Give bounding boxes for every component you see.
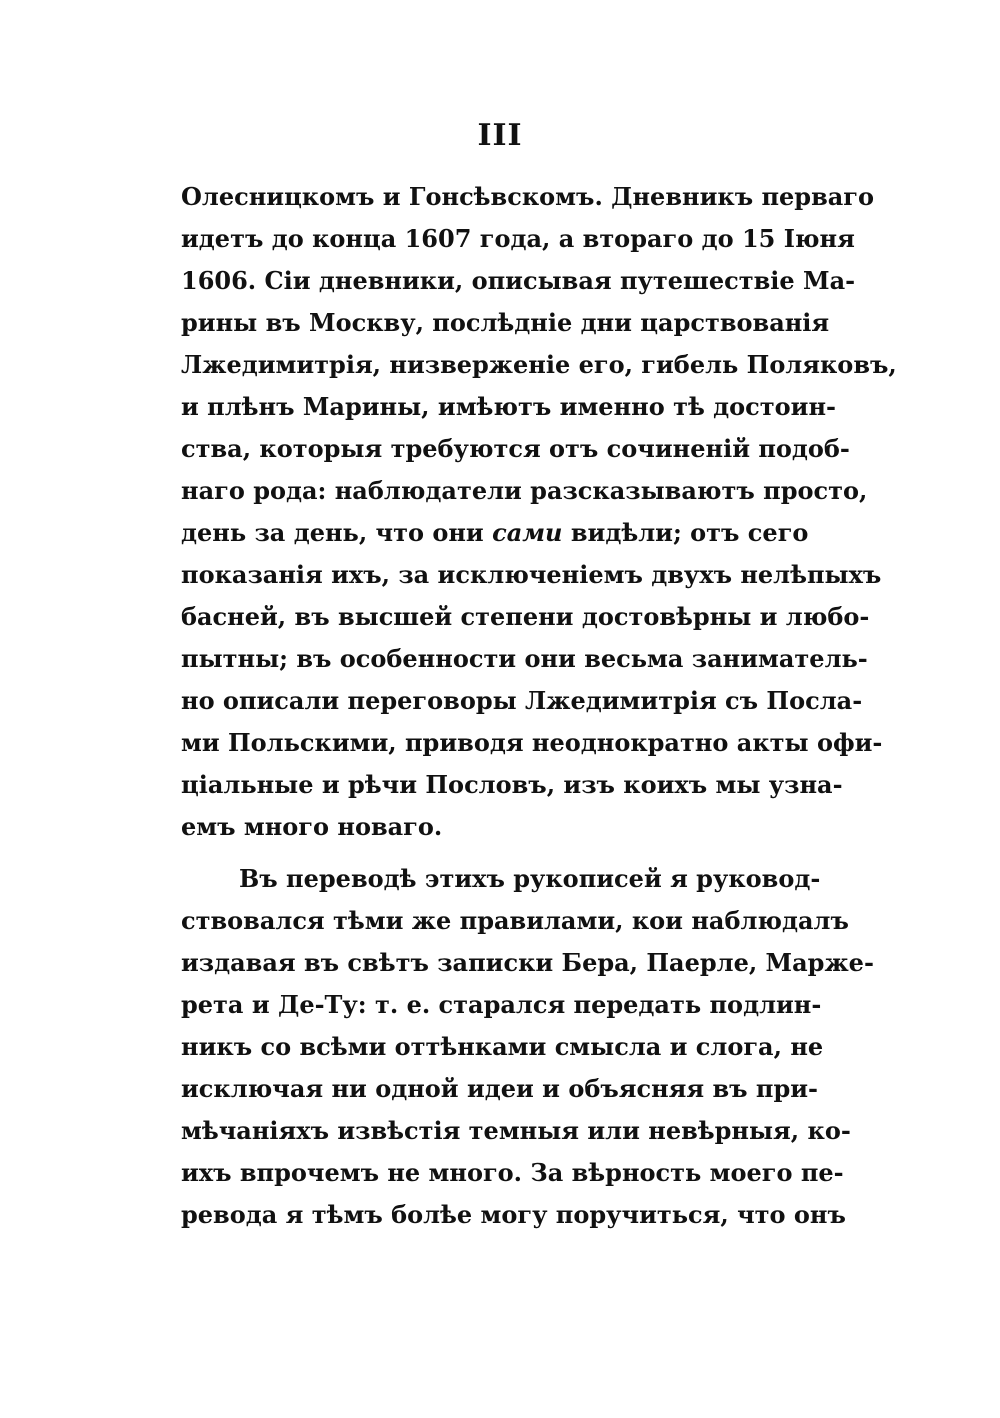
text-line: никъ со всѣми оттѣнками смысла и слога, не <box>181 1032 824 1061</box>
text-line: мѣчаніяхъ извѣстія темныя или невѣрныя, ко- <box>181 1116 851 1145</box>
paragraph-2 <box>181 858 874 1236</box>
text-line-with-italic <box>181 512 809 554</box>
text-line: ства, которыя требуются отъ сочиненій подоб- <box>181 434 850 463</box>
text-line: Олесницкомъ и Гонсѣвскомъ. Дневникъ перваго <box>181 182 875 211</box>
text-line: Въ переводѣ этихъ рукописей я руковод- <box>239 864 821 893</box>
text-line: ствовался тѣми же правилами, кои наблюдалъ <box>181 906 849 935</box>
text-line: показанія ихъ, за исключеніемъ двухъ нелѣпыхъ <box>181 560 882 589</box>
text-line: ревода я тѣмъ болѣе могу поручиться, что онъ <box>181 1200 846 1229</box>
text-line: наго рода: наблюдатели разсказываютъ просто, <box>181 476 868 505</box>
text-line: идетъ до конца 1607 года, а втораго до 15 Іюня <box>181 224 855 253</box>
paragraph-1 <box>181 176 897 848</box>
text-line: рины въ Москву, послѣдніе дни царствованія <box>181 308 830 337</box>
body-text <box>181 176 897 1236</box>
text-line: пытны; въ особенности они весьма заниматель- <box>181 644 868 673</box>
text-line: ціальные и рѣчи Пословъ, изъ коихъ мы узна- <box>181 770 843 799</box>
italic-emphasis: сами <box>492 518 563 547</box>
text-segment: видѣли; отъ сего <box>570 518 809 547</box>
page-number: III <box>477 118 523 153</box>
text-line: емъ много новаго. <box>181 812 443 841</box>
text-line: исключая ни одной идеи и объясняя въ при- <box>181 1074 819 1103</box>
text-line: басней, въ высшей степени достовѣрны и любо- <box>181 602 870 631</box>
text-line: и плѣнъ Марины, имѣютъ именно тѣ достоин- <box>181 392 836 421</box>
text-line: ихъ впрочемъ не много. За вѣрность моего пе- <box>181 1158 844 1187</box>
text-line: рета и Де-Ту: т. е. старался передать подлин- <box>181 990 822 1019</box>
text-line: но описали переговоры Лжедимитрія съ Посла- <box>181 686 863 715</box>
text-line: издавая въ свѣтъ записки Бера, Паерле, Марже- <box>181 948 874 977</box>
text-line: Лжедимитрія, низверженіе его, гибель Поляковъ, <box>181 350 897 379</box>
text-line: 1606. Сіи дневники, описывая путешествіе Ма- <box>181 266 856 295</box>
text-line: ми Польскими, приводя неоднократно акты офи- <box>181 728 883 757</box>
text-segment: день за день, что они <box>181 518 484 547</box>
